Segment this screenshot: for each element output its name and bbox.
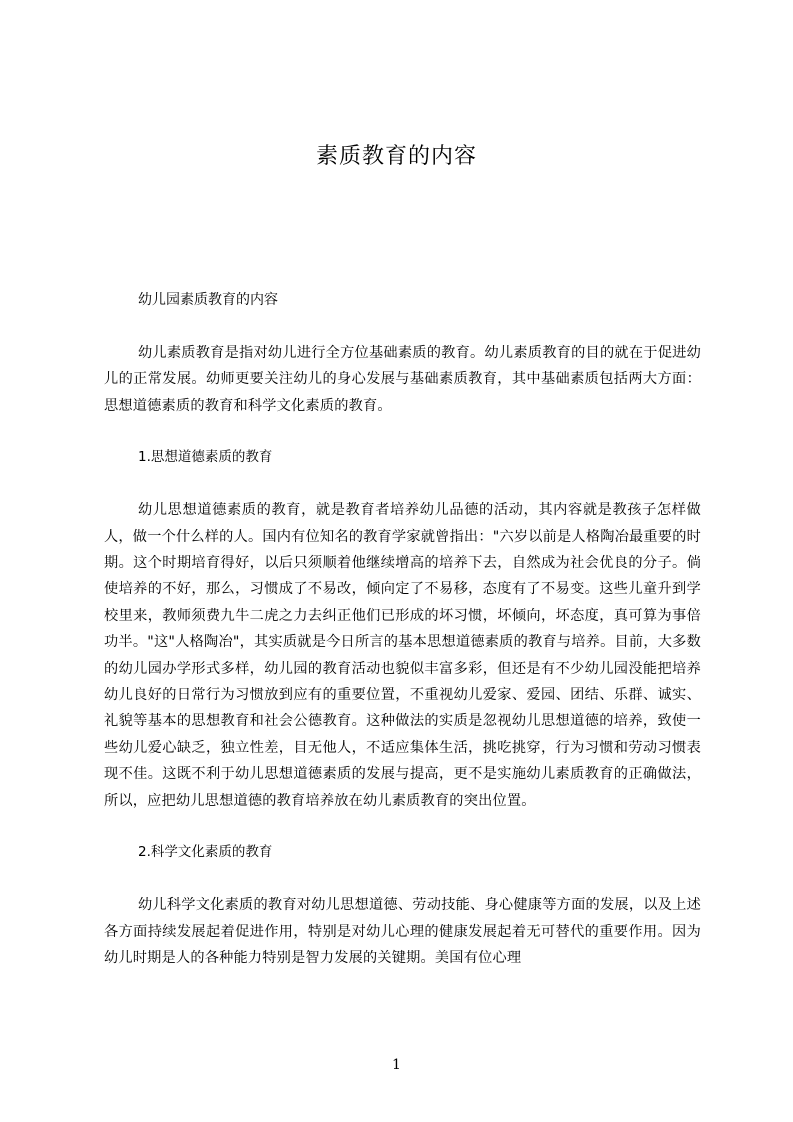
intro-paragraph: 幼儿素质教育是指对幼儿进行全方位基础素质的教育。幼儿素质教育的目的就在于促进幼儿的正常发展。幼师更要关注幼儿的身心发展与基础素质教育，其中基础素质包括两大方面：思想道德素质的教育和科学文化素质的教育。 (104, 345, 701, 414)
page-number: 1 (392, 1057, 401, 1073)
section2-heading: 2.科学文化素质的教育 (138, 844, 273, 861)
section2-paragraph: 幼儿科学文化素质的教育对幼儿思想道德、劳动技能、身心健康等方面的发展，以及上述各方面持续发展起着促进作用，特别是对幼儿心理的健康发展起着无可替代的重要作用。因为幼儿时期是人的各种能力特别是智力发展的关键期。美国有位心理 (104, 897, 701, 966)
document-title: 素质教育的内容 (315, 144, 477, 169)
section1-heading: 1.思想道德素质的教育 (138, 449, 273, 466)
document-body (104, 288, 701, 971)
intro-heading: 幼儿园素质教育的内容 (138, 292, 278, 308)
section1-paragraph: 幼儿思想道德素质的教育，就是教育者培养幼儿品德的活动，其内容就是教孩子怎样做人，做一个什么样的人。国内有位知名的教育学家就曾指出："六岁以前是人格陶冶最重要的时期。这个时期培育得好，以后只须顺着他继续增高的培养下去，自然成为社会优良的分子。倘使培养的不好，那么，习惯成了不易改，倾向定了不易移，态度有了不易变。这些儿童升到学校里来，教师须费九牛二虎之力去纠正他们已形成的坏习惯，坏倾向，坏态度，真可算为事倍功半。"这"人格陶冶"，其实质就是今日所言的基本思想道德素质的教育与培养。目前，大多数的幼儿园办学形式多样，幼儿园的教育活动也貌似丰富多彩，但还是有不少幼儿园没能把培养幼儿良好的日常行为习惯放到应有的重要位置，不重视幼儿爱家、爱园、团结、乐群、诚实、礼貌等基本的思想教育和社会公德教育。这种做法的实质是忽视幼儿思想道德的培养，致使一些幼儿爱心缺乏，独立性差，目无他人，不适应集体生活，挑吃挑穿，行为习惯和劳动习惯表现不佳。这既不利于幼儿思想道德素质的发展与提高，更不是实施幼儿素质教育的正确做法，所以，应把幼儿思想道德的教育培养放在幼儿素质教育的突出位置。 (104, 502, 701, 809)
